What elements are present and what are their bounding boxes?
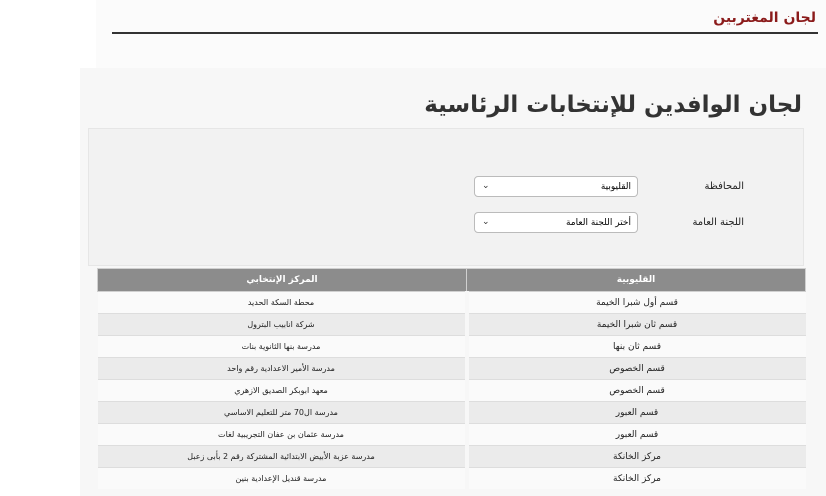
table-row [98, 336, 806, 358]
polling-center-cell: مدرسة عثمان بن عفان التجريبية لغات [98, 424, 467, 446]
governorate-label: المحافظة [704, 181, 744, 192]
polling-center-cell: محطة السكة الحديد [98, 292, 467, 314]
page-title: لجان الوافدين للإنتخابات الرئاسية [424, 92, 802, 118]
polling-center-cell: مدرسة بنها الثانوية بنات [98, 336, 467, 358]
filter-panel [88, 128, 804, 266]
district-cell: قسم العبور [467, 424, 806, 446]
table-row [98, 314, 806, 336]
general-committee-select[interactable] [474, 212, 638, 233]
table-row [98, 424, 806, 446]
district-cell: مركز الخانكة [467, 446, 806, 468]
table-header-row [98, 269, 806, 292]
table-row [98, 292, 806, 314]
polling-center-cell: مدرسة الأمير الاعدادية رقم واحد [98, 358, 467, 380]
district-cell: قسم ثان بنها [467, 336, 806, 358]
table-row [98, 468, 806, 490]
table-row [98, 358, 806, 380]
district-cell: قسم ثان شبرا الخيمة [467, 314, 806, 336]
header-divider [112, 32, 818, 34]
district-cell: قسم العبور [467, 402, 806, 424]
district-cell: قسم الخصوص [467, 358, 806, 380]
district-cell: قسم الخصوص [467, 380, 806, 402]
polling-center-cell: معهد ابوبكر الصديق الازهري [98, 380, 467, 402]
committees-table [97, 268, 806, 489]
polling-center-cell: مدرسة عزبة الأبيض الابتدائية المشتركة رقم 2 بأبى زعبل [98, 446, 467, 468]
district-cell: مركز الخانكة [467, 468, 806, 490]
governorate-select-value: القليوبية [600, 182, 631, 192]
general-committee-filter-row [448, 212, 748, 233]
column-header-district: القليوبية [467, 269, 806, 292]
general-committee-label: اللجنة العامة [692, 217, 744, 228]
table-row [98, 380, 806, 402]
governorate-select[interactable] [474, 176, 638, 197]
expats-committees-link[interactable]: لجان المغتربين [713, 10, 816, 26]
governorate-filter-row [448, 176, 748, 197]
polling-center-cell: مدرسة ال70 متر للتعليم الاساسي [98, 402, 467, 424]
district-cell: قسم أول شبرا الخيمة [467, 292, 806, 314]
general-committee-select-value: أختر اللجنة العامة [565, 218, 631, 228]
polling-center-cell: مدرسة قنديل الإعدادية بنين [98, 468, 467, 490]
table-row [98, 402, 806, 424]
column-header-polling-center: المركز الإنتخابي [98, 269, 467, 292]
chevron-down-icon: ⌄ [482, 181, 490, 191]
table-row [98, 446, 806, 468]
chevron-down-icon: ⌄ [482, 217, 490, 227]
polling-center-cell: شركة انابيب البترول [98, 314, 467, 336]
